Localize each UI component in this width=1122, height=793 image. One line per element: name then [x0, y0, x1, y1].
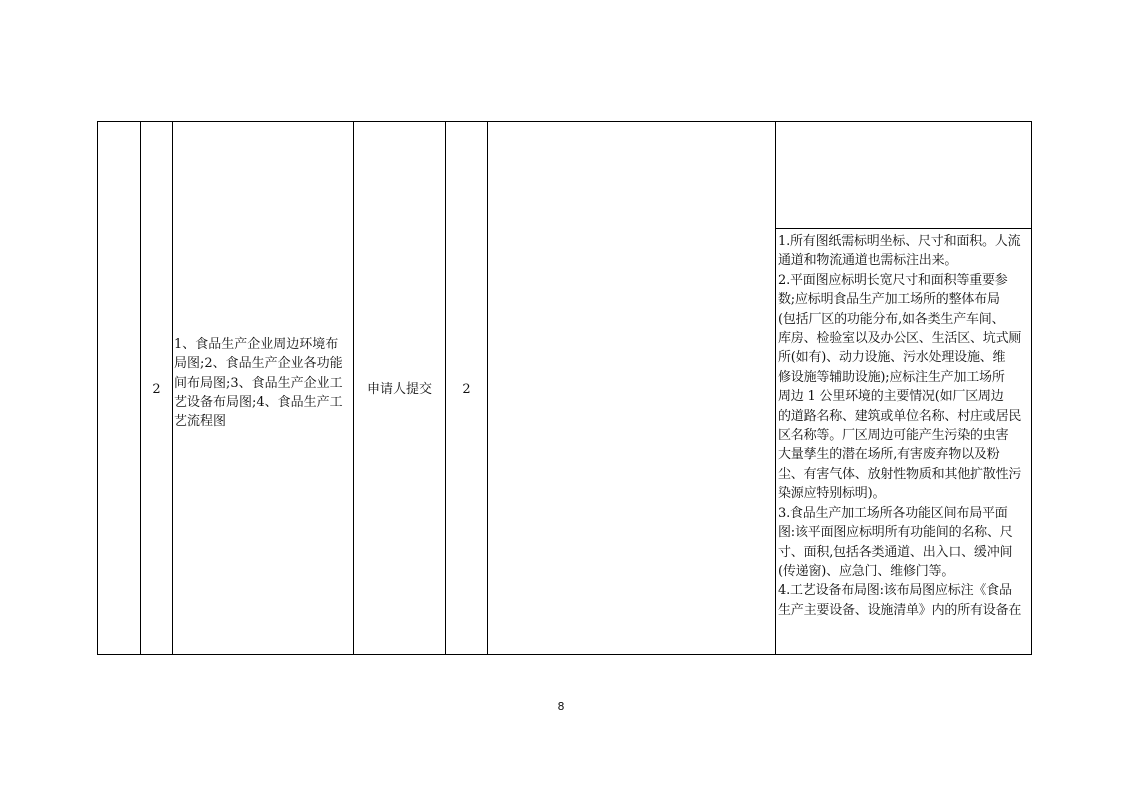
note-line: 修设施等辅助设施);应标注生产加工场所 [778, 369, 1005, 385]
note-line: 大量孳生的潜在场所,有害废弃物以及粉 [778, 447, 1000, 463]
note-line: 数;应标明食品生产加工场所的整体布局 [778, 292, 1000, 308]
page-number: 8 [557, 700, 565, 713]
document-name-line: 局图;2、食品生产企业各功能 [174, 356, 343, 372]
note-line: 的道路名称、建筑或单位名称、村庄或居民 [778, 408, 1022, 424]
note-line: 周边 1 公里环境的主要情况(如厂区周边 [778, 389, 1004, 405]
column-divider [487, 122, 488, 654]
note-line: (包括厂区的功能分布,如各类生产车间、 [778, 311, 1005, 327]
requirements-table [97, 121, 1032, 655]
column-divider [775, 122, 776, 654]
note-line: 染源应特别标明)。 [778, 486, 886, 502]
note-line: 尘、有害气体、放射性物质和其他扩散性污 [778, 466, 1022, 482]
note-line: 3.食品生产加工场所各功能区间布局平面 [778, 505, 1008, 521]
note-line: 通道和物流通道也需标注出来。 [778, 253, 958, 269]
note-line: 1.所有图纸需标明坐标、尺寸和面积。人流 [778, 234, 1021, 249]
row-number-cell: 2 [152, 382, 161, 397]
document-name-line: 间布局图;3、食品生产企业工 [174, 375, 343, 391]
note-line: 生产主要设备、设施清单》内的所有设备在 [778, 602, 1022, 618]
note-line: 图:该平面图应标明所有功能间的名称、尺 [778, 525, 1013, 541]
requirements-notes-cell [778, 232, 1031, 620]
source-cell: 申请人提交 [366, 382, 432, 397]
note-line: 2.平面图应标明长宽尺寸和面积等重要参 [778, 272, 1008, 288]
note-line: 4.工艺设备布局图:该布局图应标注《食品 [778, 583, 1012, 599]
note-line: 寸、面积,包括各类通道、出入口、缓冲间 [778, 544, 1013, 560]
document-name-line: 艺设备布局图;4、食品生产工 [174, 394, 343, 410]
note-line: 所(如有)、动力设施、污水处理设施、维 [778, 350, 1006, 366]
document-name-line: 艺流程图 [174, 414, 227, 430]
note-line: 区名称等。厂区周边可能产生污染的虫害 [778, 428, 1009, 444]
notes-row-divider [775, 228, 1031, 229]
document-name-line: 1、食品生产企业周边环境布 [174, 337, 339, 352]
column-divider [172, 122, 173, 654]
note-line: 库房、检验室以及办公区、生活区、坑式厕 [778, 331, 1022, 347]
note-line: (传递窗)、应急门、维修门等。 [778, 563, 955, 579]
copies-cell: 2 [462, 382, 471, 397]
document-name-cell [174, 335, 354, 431]
